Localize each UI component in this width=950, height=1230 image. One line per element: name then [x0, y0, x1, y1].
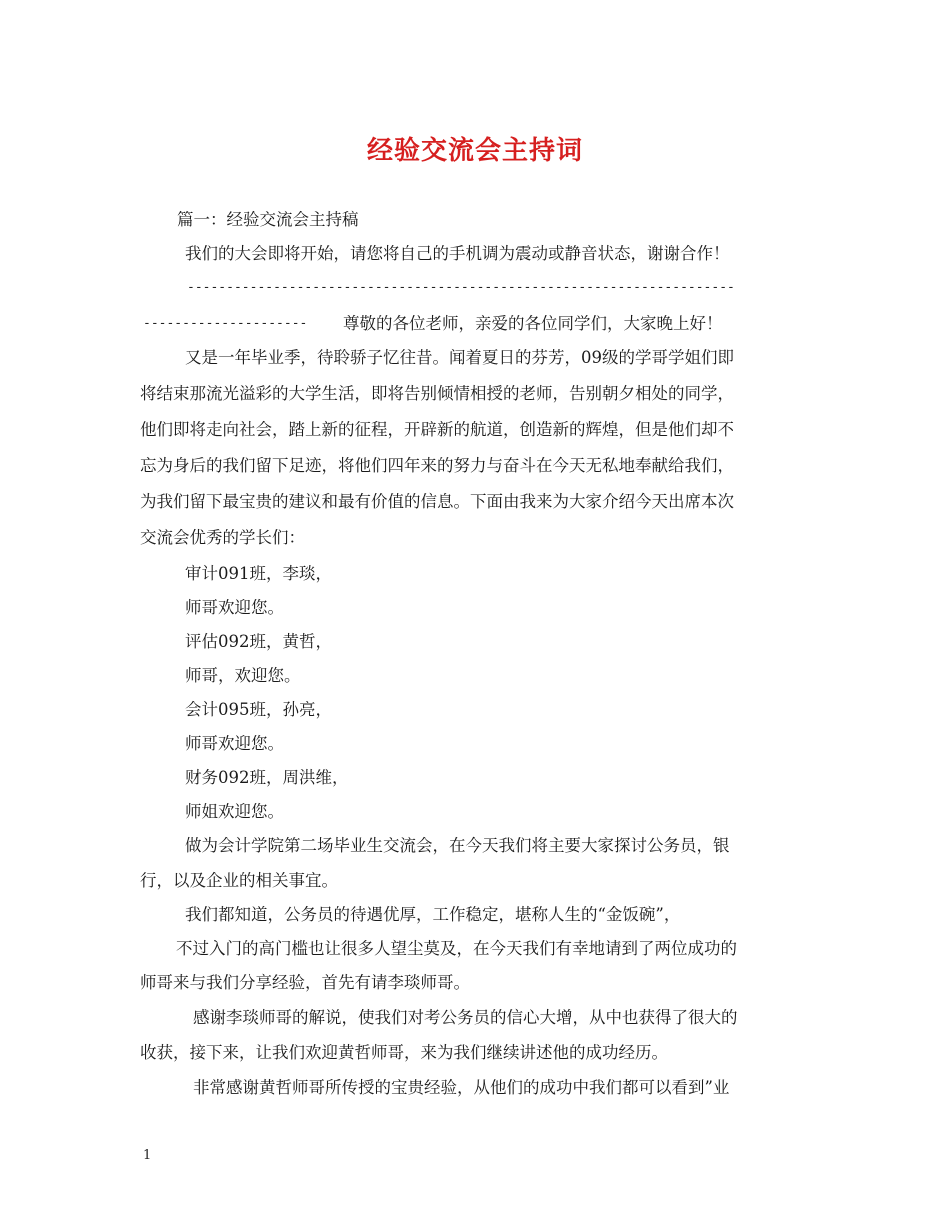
paragraph-line: 又是一年毕业季，待聆骄子忆往昔。闻着夏日的芬芳，09级的学哥学姐们即: [185, 348, 734, 367]
guest-line: 评估092班，黄哲，: [185, 632, 332, 651]
guest-line: 审计091班，李琰，: [185, 564, 332, 583]
page-number: 1: [143, 1148, 152, 1163]
paragraph-line: 感谢李琰师哥的解说，使我们对考公务员的信心大增，从中也获得了很大的: [193, 1008, 738, 1027]
guest-line: 师哥欢迎您。: [185, 598, 284, 617]
paragraph-line: 做为会计学院第二场毕业生交流会，在今天我们将主要大家探讨公务员，银: [185, 836, 730, 855]
document-title: 经验交流会主持词: [366, 136, 583, 166]
paragraph-line: 非常感谢黄哲师哥所传授的宝贵经验，从他们的成功中我们都可以看到”业: [193, 1078, 730, 1097]
guest-line: 会计095班，孙亮，: [185, 700, 332, 719]
paragraph-line: 不过入门的高门槛也让很多人望尘莫及，在今天我们有幸地请到了两位成功的: [176, 939, 737, 958]
paragraph-line: 为我们留下最宝贵的建议和最有价值的信息。下面由我来为大家介绍今天出席本次: [140, 492, 734, 511]
paragraph-line: 师哥来与我们分享经验，首先有请李琰师哥。: [140, 973, 470, 992]
separator-line: ----------------------------------------------------------------------: [187, 280, 735, 295]
notice-line: 我们的大会即将开始，请您将自己的手机调为震动或静音状态，谢谢合作！: [185, 244, 730, 263]
paragraph-line: 收获，接下来，让我们欢迎黄哲师哥，来为我们继续讲述他的成功经历。: [140, 1043, 668, 1062]
paragraph-line: 我们都知道，公务员的待遇优厚，工作稳定，堪称人生的“金饭碗”，: [185, 905, 681, 924]
guest-line: 财务092班，周洪维，: [185, 768, 349, 787]
paragraph-line: 忘为身后的我们留下足迹，将他们四年来的努力与奋斗在今天无私地奉献给我们，: [140, 456, 734, 475]
paragraph-line: 交流会优秀的学长们：: [140, 528, 305, 547]
separator-line-continued: ---------------------: [143, 316, 308, 331]
section-heading: 篇一：经验交流会主持稿: [177, 210, 359, 229]
guest-line: 师哥欢迎您。: [185, 734, 284, 753]
guest-line: 师哥，欢迎您。: [185, 666, 301, 685]
guest-line: 师姐欢迎您。: [185, 802, 284, 821]
paragraph-line: 行，以及企业的相关事宜。: [140, 871, 338, 890]
paragraph-line: 他们即将走向社会，踏上新的征程，开辟新的航道，创造新的辉煌，但是他们却不: [140, 420, 734, 439]
paragraph-line: 将结束那流光溢彩的大学生活，即将告别倾情相授的老师，告别朝夕相处的同学，: [140, 384, 734, 403]
greeting-line: 尊敬的各位老师，亲爱的各位同学们，大家晚上好！: [343, 314, 723, 333]
